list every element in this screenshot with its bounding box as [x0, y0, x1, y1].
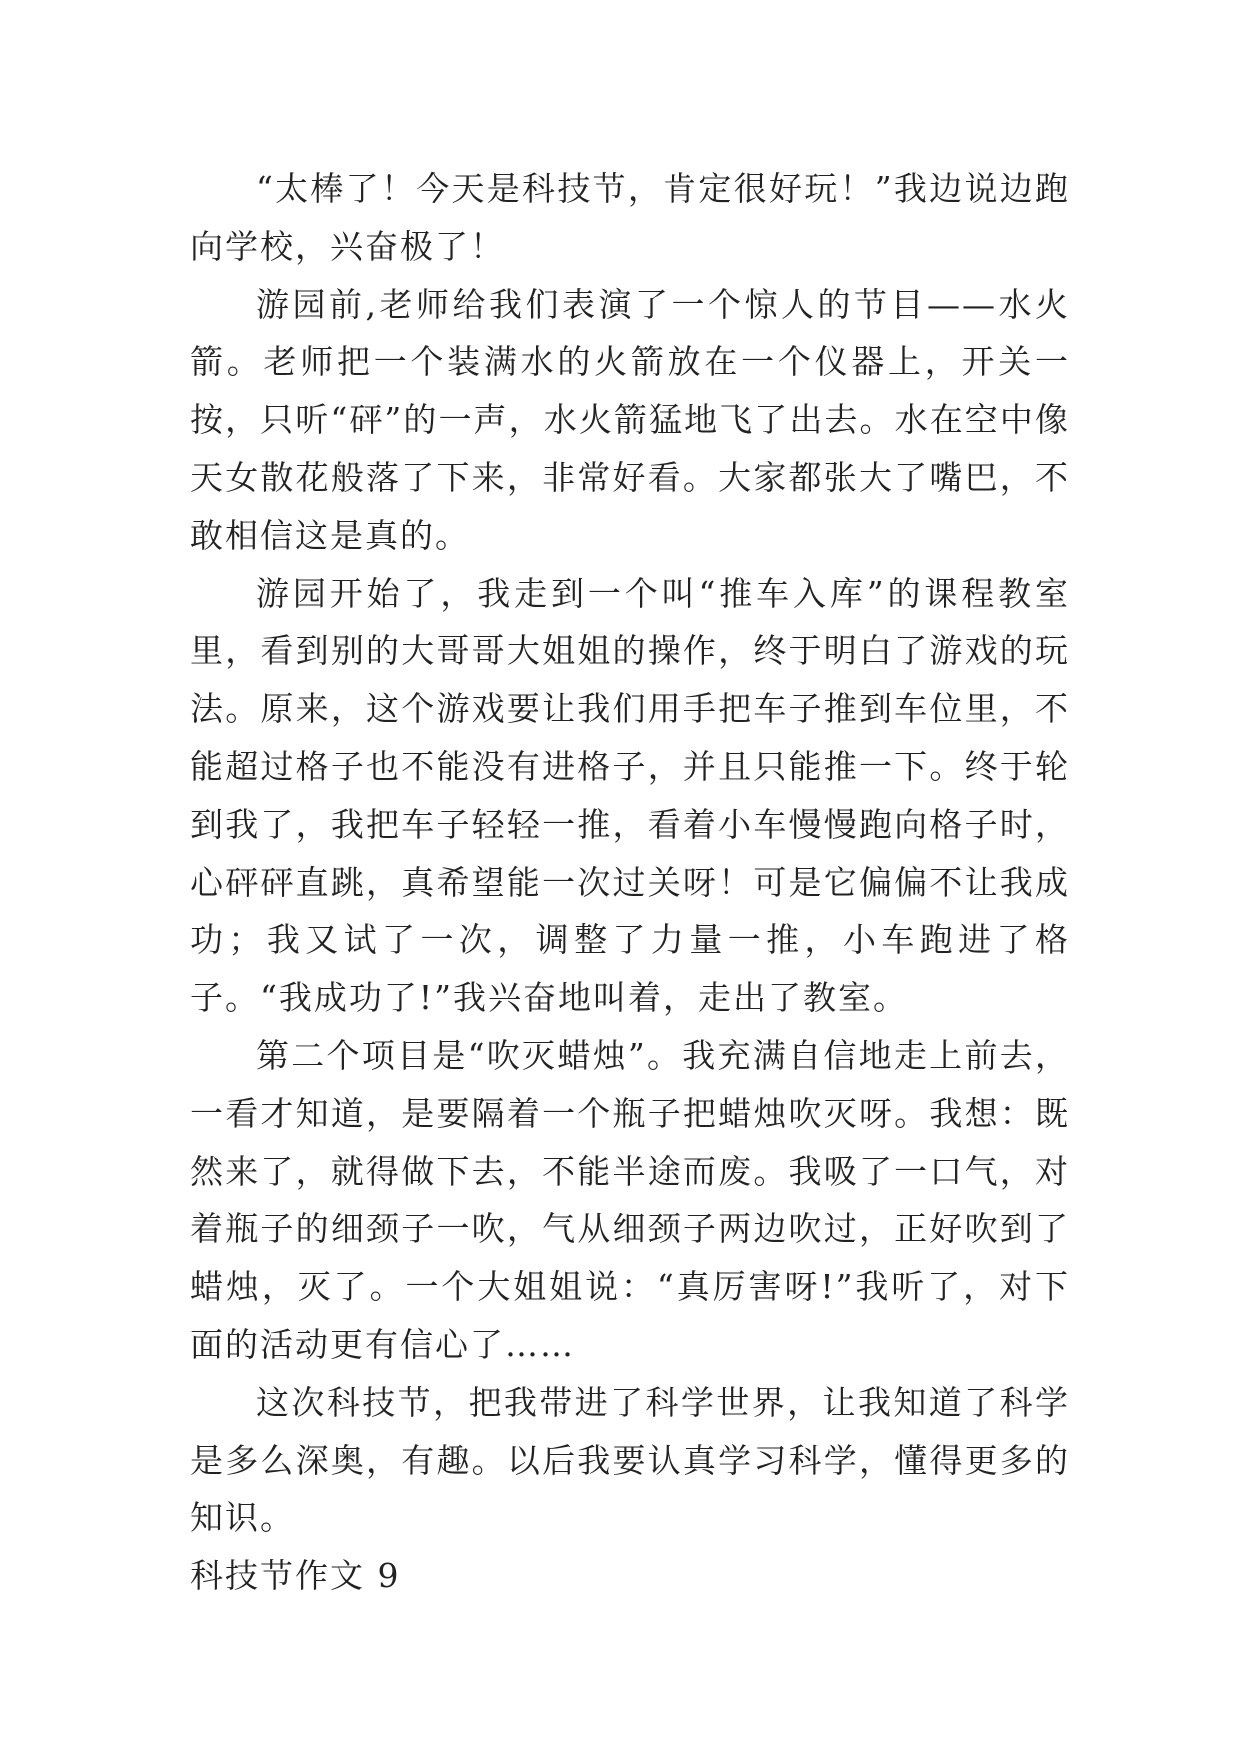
essay-body	[190, 160, 1070, 1605]
paragraph-4: 第二个项目是“吹灭蜡烛”。我充满自信地走上前去，一看才知道，是要隔着一个瓶子把蜡烛吹灭呀。我想：既然来了，就得做下去，不能半途而废。我吸了一口气，对着瓶子的细颈子一吹，气从细颈子两边吹过，正好吹到了蜡烛，灭了。一个大姐姐说：“真厉害呀!”我听了，对下面的活动更有信心了……	[190, 1035, 1070, 1364]
paragraph-2: 游园前,老师给我们表演了一个惊人的节目——水火箭。老师把一个装满水的火箭放在一个仪器上，开关一按，只听“砰”的一声，水火箭猛地飞了出去。水在空中像天女散花般落了下来，非常好看。大家都张大了嘴巴，不敢相信这是真的。	[190, 284, 1070, 555]
paragraph-1: “太棒了！今天是科技节，肯定很好玩！”我边说边跑向学校，兴奋极了！	[190, 169, 1070, 266]
paragraph-5: 这次科技节，把我带进了科学世界，让我知道了科学是多么深奥，有趣。以后我要认真学习科学，懂得更多的知识。	[190, 1382, 1070, 1538]
next-essay-heading: 科技节作文 9	[190, 1556, 401, 1596]
paragraph-3: 游园开始了，我走到一个叫“推车入库”的课程教室里，看到别的大哥哥大姐姐的操作，终于明白了游戏的玩法。原来，这个游戏要让我们用手把车子推到车位里，不能超过格子也不能没有进格子，并且只能推一下。终于轮到我了，我把车子轻轻一推，看着小车慢慢跑向格子时，心砰砰直跳，真希望能一次过关呀！可是它偏偏不让我成功；我又试了一次，调整了力量一推，小车跑进了格子。“我成功了!”我兴奋地叫着，走出了教室。	[190, 573, 1070, 1018]
